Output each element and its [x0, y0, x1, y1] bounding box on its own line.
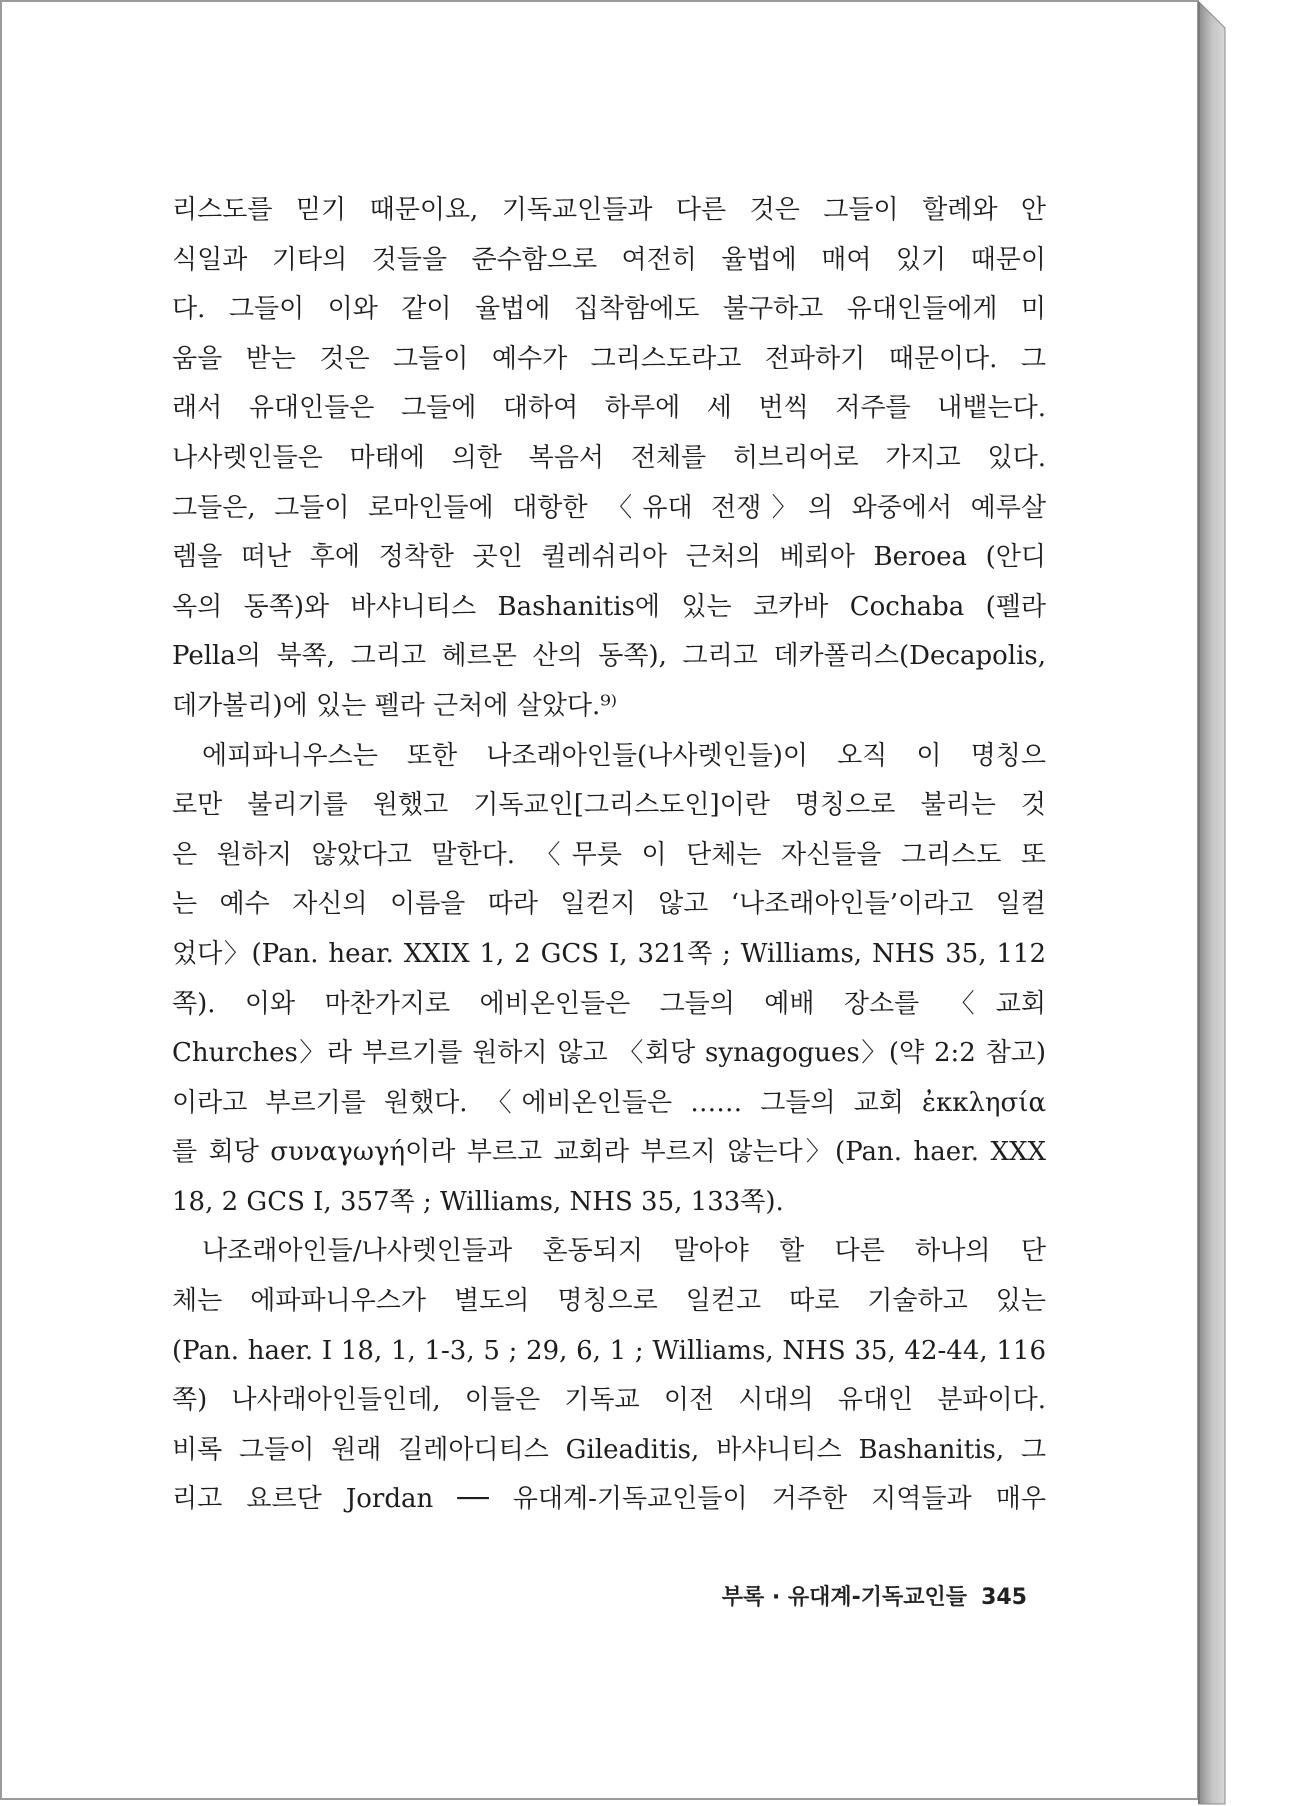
- text-line: 로만 불리기를 원했고 기독교인[그리스도인]이란 명칭으로 불리는 것: [172, 790, 1046, 821]
- text-line: 나사렛인들은 마태에 의한 복음서 전체를 히브리어로 가지고 있다.: [172, 442, 1046, 473]
- paragraph-start-line: 에피파니우스는 또한 나조래아인들(나사렛인들)이 오직 이 명칭으: [202, 740, 1046, 771]
- paragraph-end-line: 데가볼리)에 있는 펠라 근처에 살았다.⁹⁾: [172, 690, 618, 721]
- running-title: 부록 · 유대계-기독교인들: [721, 1585, 968, 1610]
- text-line: 래서 유대인들은 그들에 대하여 하루에 세 번씩 저주를 내뱉는다.: [172, 393, 1046, 424]
- text-line: (Pan. haer. I 18, 1, 1-3, 5 ; 29, 6, 1 ; Williams, NHS 35, 42-44, 116: [172, 1335, 1046, 1366]
- text-line: 옥의 동쪽)와 바샤니티스 Bashanitis에 있는 코카바 Cochaba (펠라: [172, 591, 1046, 622]
- text-line: 식일과 기타의 것들을 준수함으로 여전히 율법에 매여 있기 때문이: [172, 244, 1046, 275]
- text-line: 리스도를 믿기 때문이요, 기독교인들과 다른 것은 그들이 할례와 안: [172, 195, 1046, 225]
- text-line: 렘을 떠난 후에 정착한 곳인 퀼레쉬리아 근처의 베뢰아 Beroea (안디: [172, 542, 1046, 573]
- text-line: 이라고 부르기를 원했다. 〈에비온인들은 …… 그들의 교회 ἐκκλησία: [172, 1087, 1046, 1118]
- page-number: 345: [981, 1585, 1027, 1610]
- page-edge-shading: [1197, 0, 1277, 1806]
- text-line: 는 예수 자신의 이름을 따라 일컫지 않고 ‘나조래아인들’이라고 일컬: [172, 889, 1046, 920]
- text-line: 리고 요르단 Jordan ── 유대계-기독교인들이 거주한 지역들과 매우: [172, 1484, 1046, 1515]
- text-line: Churches〉라 부르기를 원하지 않고 〈회당 synagogues〉(약 2:2 참고): [172, 1038, 1046, 1069]
- text-line: 를 회당 συναγωγή이라 부르고 교회라 부르지 않는다〉(Pan. haer. XXX: [172, 1137, 1046, 1168]
- paragraph-end-line: 18, 2 GCS I, 357쪽 ; Williams, NHS 35, 133쪽).: [172, 1186, 784, 1217]
- text-line: Pella의 북쪽, 그리고 헤르몬 산의 동쪽), 그리고 데카폴리스(Decapolis,: [172, 641, 1046, 672]
- text-line: 은 원하지 않았다고 말한다. 〈무릇 이 단체는 자신들을 그리스도 또: [172, 839, 1046, 870]
- text-line: 움을 받는 것은 그들이 예수가 그리스도라고 전파하기 때문이다. 그: [172, 343, 1046, 374]
- text-line: 다. 그들이 이와 같이 율법에 집착함에도 불구하고 유대인들에게 미: [172, 294, 1046, 325]
- text-line: 비록 그들이 원래 길레아디티스 Gileaditis, 바샤니티스 Bashanitis, 그: [172, 1434, 1046, 1465]
- running-footer: [702, 1580, 1027, 1611]
- text-line: 그들은, 그들이 로마인들에 대항한 〈유대 전쟁〉의 와중에서 예루살: [172, 492, 1046, 523]
- text-line: 체는 에파파니우스가 별도의 명칭으로 일컫고 따로 기술하고 있는: [172, 1286, 1046, 1317]
- body-text: [172, 186, 1046, 1525]
- paragraph-start-line: 나조래아인들/나사렛인들과 혼동되지 말아야 할 다른 하나의 단: [202, 1236, 1046, 1267]
- text-line: 쪽). 이와 마찬가지로 에비온인들은 그들의 예배 장소를 〈교회: [172, 988, 1046, 1019]
- text-line: 었다〉(Pan. hear. XXIX 1, 2 GCS I, 321쪽 ; Williams, NHS 35, 112: [172, 938, 1046, 969]
- text-line: 쪽) 나사래아인들인데, 이들은 기독교 이전 시대의 유대인 분파이다.: [172, 1385, 1046, 1416]
